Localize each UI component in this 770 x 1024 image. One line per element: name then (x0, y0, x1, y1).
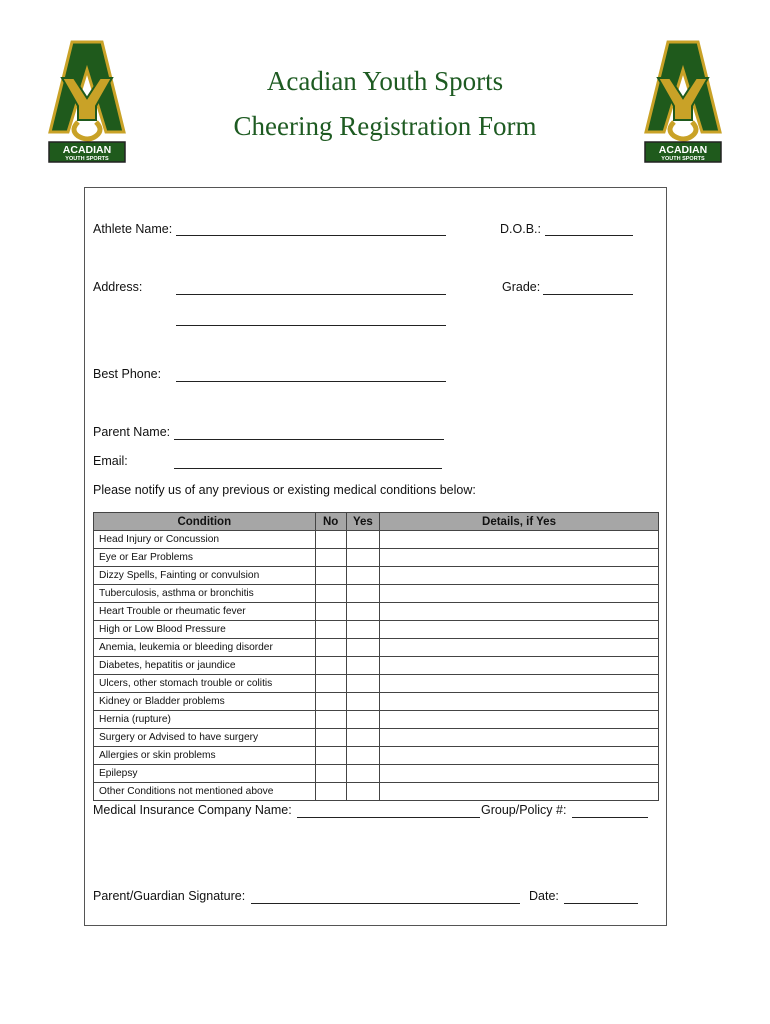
insurance-line[interactable] (297, 817, 480, 818)
no-cell[interactable] (315, 747, 346, 765)
details-cell[interactable] (380, 567, 659, 585)
condition-cell: Kidney or Bladder problems (94, 693, 316, 711)
yes-cell[interactable] (346, 639, 379, 657)
svg-text:ACADIAN: ACADIAN (658, 144, 708, 156)
yes-cell[interactable] (346, 603, 379, 621)
table-row (94, 585, 659, 603)
no-cell[interactable] (315, 765, 346, 783)
parent-name-line[interactable] (174, 439, 444, 440)
table-row (94, 621, 659, 639)
table-row (94, 783, 659, 801)
dob-line[interactable] (545, 235, 633, 236)
no-cell[interactable] (315, 567, 346, 585)
no-cell[interactable] (315, 783, 346, 801)
table-row (94, 747, 659, 765)
no-cell[interactable] (315, 675, 346, 693)
group-policy-line[interactable] (572, 817, 648, 818)
details-cell[interactable] (380, 585, 659, 603)
condition-cell: Head Injury or Concussion (94, 531, 316, 549)
no-cell[interactable] (315, 603, 346, 621)
table-row (94, 729, 659, 747)
page-title: Acadian Youth Sports (266, 66, 504, 96)
condition-cell: Hernia (rupture) (94, 711, 316, 729)
yes-cell[interactable] (346, 747, 379, 765)
condition-cell: Anemia, leukemia or bleeding disorder (94, 639, 316, 657)
no-cell[interactable] (315, 531, 346, 549)
ays-logo-left (48, 40, 126, 164)
table-row (94, 711, 659, 729)
address-line-2[interactable] (176, 325, 446, 326)
no-cell[interactable] (315, 621, 346, 639)
details-header: Details, if Yes (380, 513, 659, 531)
signature-line[interactable] (251, 903, 520, 904)
insurance-label: Medical Insurance Company Name: (93, 803, 292, 817)
athlete-name-label: Athlete Name: (93, 222, 173, 236)
condition-cell: Ulcers, other stomach trouble or colitis (94, 675, 316, 693)
yes-cell[interactable] (346, 621, 379, 639)
address-label: Address: (93, 280, 143, 294)
condition-cell: Surgery or Advised to have surgery (94, 729, 316, 747)
svg-text:ACADIAN: ACADIAN (62, 144, 112, 156)
group-policy-label: Group/Policy #: (481, 803, 567, 817)
medical-note: Please notify us of any previous or existing medical conditions below: (93, 483, 476, 497)
yes-cell[interactable] (346, 729, 379, 747)
date-line[interactable] (564, 903, 638, 904)
condition-cell: Diabetes, hepatitis or jaundice (94, 657, 316, 675)
parent-name-label: Parent Name: (93, 425, 171, 439)
best-phone-label: Best Phone: (93, 367, 162, 381)
no-cell[interactable] (315, 693, 346, 711)
condition-cell: Allergies or skin problems (94, 747, 316, 765)
yes-cell[interactable] (346, 567, 379, 585)
table-row (94, 639, 659, 657)
yes-cell[interactable] (346, 693, 379, 711)
details-cell[interactable] (380, 729, 659, 747)
svg-text:YOUTH SPORTS: YOUTH SPORTS (65, 156, 109, 162)
no-cell[interactable] (315, 585, 346, 603)
no-header: No (315, 513, 346, 531)
table-row (94, 567, 659, 585)
yes-cell[interactable] (346, 783, 379, 801)
svg-text:YOUTH SPORTS: YOUTH SPORTS (661, 156, 705, 162)
details-cell[interactable] (380, 711, 659, 729)
condition-cell: Heart Trouble or rheumatic fever (94, 603, 316, 621)
no-cell[interactable] (315, 639, 346, 657)
condition-cell: Eye or Ear Problems (94, 549, 316, 567)
details-cell[interactable] (380, 657, 659, 675)
form-subtitle: Cheering Registration Form (233, 111, 537, 141)
yes-cell[interactable] (346, 657, 379, 675)
date-label: Date: (529, 889, 559, 903)
dob-label: D.O.B.: (500, 222, 541, 236)
condition-cell: Dizzy Spells, Fainting or convulsion (94, 567, 316, 585)
email-line[interactable] (174, 468, 442, 469)
yes-cell[interactable] (346, 711, 379, 729)
no-cell[interactable] (315, 729, 346, 747)
details-cell[interactable] (380, 639, 659, 657)
yes-cell[interactable] (346, 675, 379, 693)
grade-label: Grade: (502, 280, 541, 294)
ays-logo-right (644, 40, 722, 164)
condition-cell: Tuberculosis, asthma or bronchitis (94, 585, 316, 603)
yes-cell[interactable] (346, 765, 379, 783)
condition-cell: Other Conditions not mentioned above (94, 783, 316, 801)
yes-cell[interactable] (346, 585, 379, 603)
table-row (94, 693, 659, 711)
grade-line[interactable] (543, 294, 633, 295)
details-cell[interactable] (380, 675, 659, 693)
signature-label: Parent/Guardian Signature: (93, 889, 246, 903)
best-phone-line[interactable] (176, 381, 446, 382)
yes-header: Yes (346, 513, 379, 531)
details-cell[interactable] (380, 693, 659, 711)
condition-cell: High or Low Blood Pressure (94, 621, 316, 639)
address-line-1[interactable] (176, 294, 446, 295)
details-cell[interactable] (380, 765, 659, 783)
athlete-name-line[interactable] (176, 235, 446, 236)
details-cell[interactable] (380, 783, 659, 801)
no-cell[interactable] (315, 549, 346, 567)
details-cell[interactable] (380, 549, 659, 567)
details-cell[interactable] (380, 603, 659, 621)
details-cell[interactable] (380, 621, 659, 639)
yes-cell[interactable] (346, 531, 379, 549)
table-row (94, 531, 659, 549)
details-cell[interactable] (380, 747, 659, 765)
yes-cell[interactable] (346, 549, 379, 567)
table-row (94, 657, 659, 675)
condition-cell: Epilepsy (94, 765, 316, 783)
email-label: Email: (93, 454, 128, 468)
no-cell[interactable] (315, 657, 346, 675)
no-cell[interactable] (315, 711, 346, 729)
table-row (94, 549, 659, 567)
table-row (94, 603, 659, 621)
table-header-row (94, 513, 659, 531)
medical-conditions-table (93, 512, 659, 801)
table-row (94, 765, 659, 783)
table-row (94, 675, 659, 693)
condition-header: Condition (94, 513, 316, 531)
details-cell[interactable] (380, 531, 659, 549)
